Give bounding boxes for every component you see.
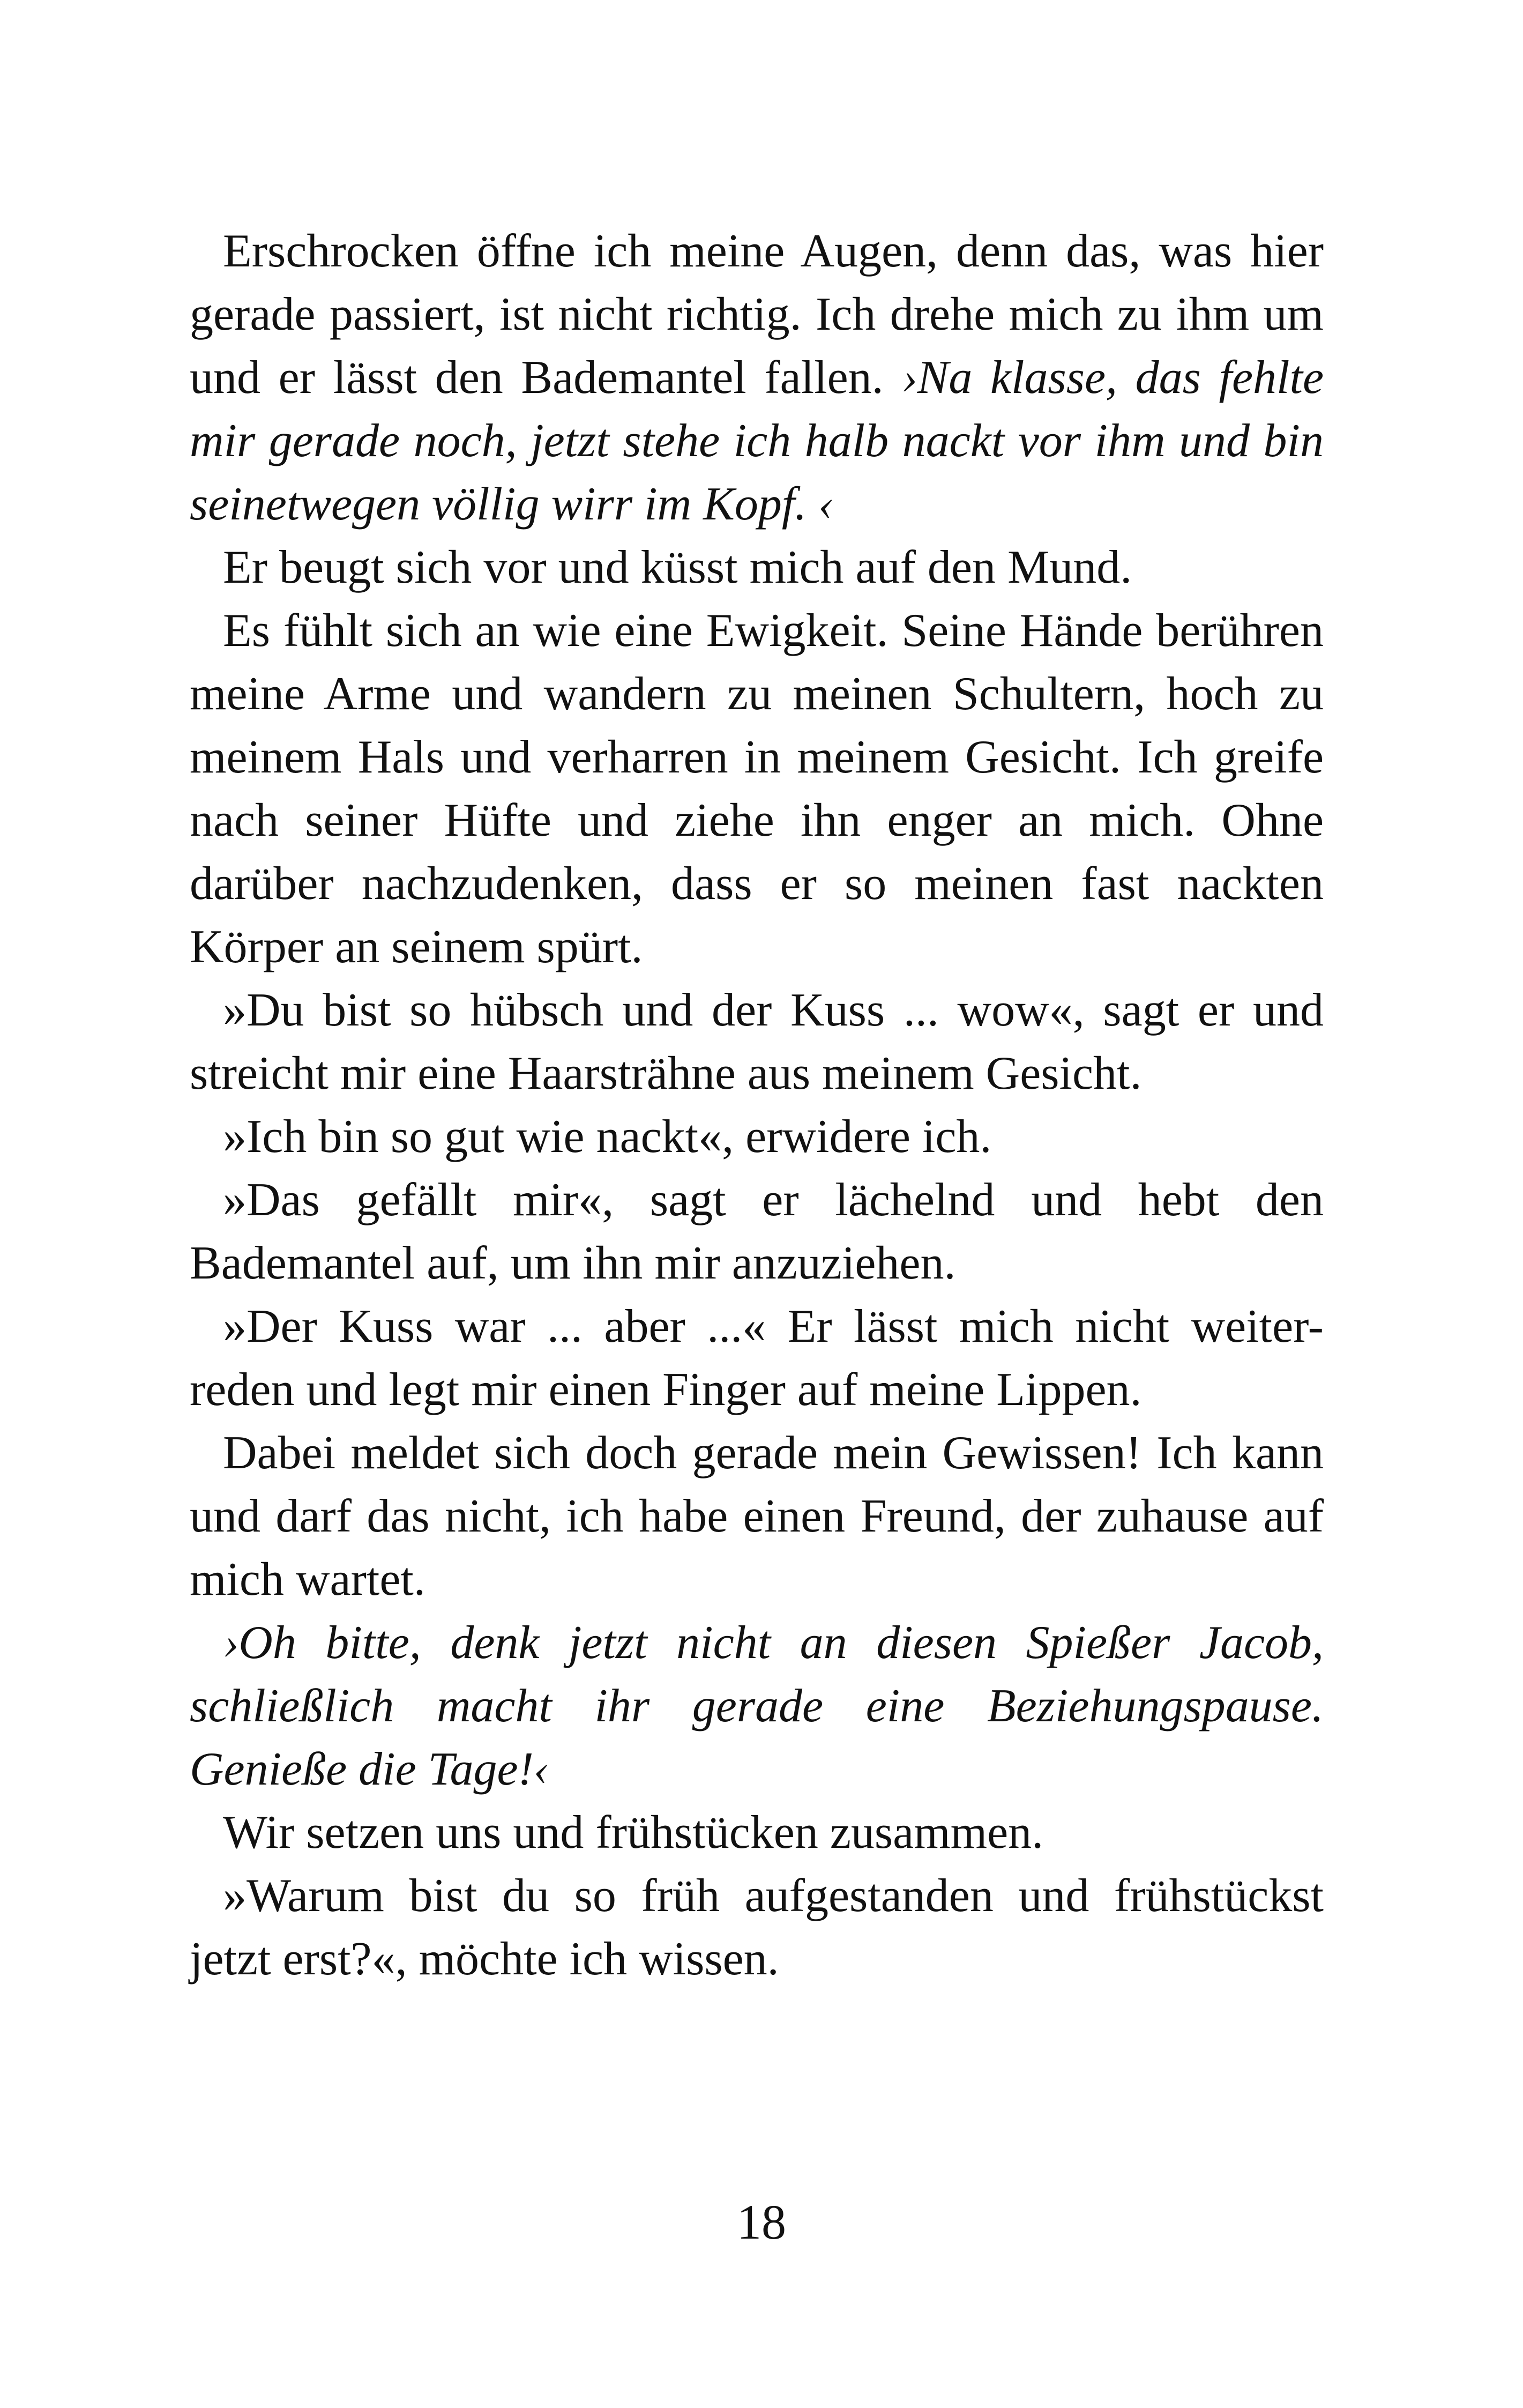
paragraph-6 [190, 1169, 1324, 1295]
paragraph-3-text: Es fühlt sich an wie eine Ewigkeit. Seine Hände berühren meine Arme und wandern zu meinen Schultern, hoch zu meinem Hals und verharren in meinem Gesicht. Ich greife nach seiner Hüfte und ziehe ihn enger an mich. Ohne darüber nachzudenken, dass er so meinen fast nackten Körper an seinem spürt. [190, 605, 1324, 973]
paragraph-9-thought: ›Oh bitte, denk jetzt nicht an diesen Spießer Jacob, schließlich macht ihr gerade eine Beziehungspause. Genieße die Tage!‹ [190, 1617, 1324, 1795]
page-number: 18 [737, 2195, 786, 2249]
paragraph-6-text: »Das gefällt mir«, sagt er lächelnd und hebt den Bademantel auf, um ihn mir anzuziehen. [190, 1174, 1324, 1289]
paragraph-11 [190, 1864, 1324, 1991]
paragraph-4-text: »Du bist so hübsch und der Kuss ... wow«, sagt er und streicht mir eine Haarsträhne aus meinem Gesicht. [190, 984, 1324, 1099]
body-text [190, 220, 1324, 1991]
paragraph-1-text: Erschrocken öffne ich meine Augen, denn das, was hier gerade passiert, ist nicht richtig. Ich drehe mich zu ihm um und er lässt den Bademantel fallen. [190, 225, 1324, 404]
paragraph-7-text: »Der Kuss war ... aber ...« Er lässt mich nicht weiter-reden und legt mir einen Finger auf meine Lippen. [190, 1300, 1324, 1416]
paragraph-8 [190, 1422, 1324, 1611]
paragraph-3 [190, 599, 1324, 979]
paragraph-11-text: »Warum bist du so früh aufgestanden und frühstückst jetzt erst?«, möchte ich wissen. [190, 1870, 1324, 1985]
paragraph-2-text: Er beugt sich vor und küsst mich auf den Mund. [223, 541, 1132, 593]
paragraph-4 [190, 979, 1324, 1105]
paragraph-5-text: »Ich bin so gut wie nackt«, erwidere ich. [223, 1111, 992, 1163]
paragraph-2 [190, 536, 1324, 599]
paragraph-7 [190, 1295, 1324, 1422]
paragraph-10-text: Wir setzen uns und frühstücken zusammen. [223, 1807, 1044, 1859]
paragraph-1-thought: ›Na klasse, das fehlte mir gerade noch, jetzt stehe ich halb nackt vor ihm und bin seinetwegen völlig wirr im Kopf. ‹ [190, 352, 1324, 530]
paragraph-9 [190, 1611, 1324, 1801]
paragraph-10 [190, 1801, 1324, 1864]
paragraph-1 [190, 220, 1324, 536]
paragraph-5 [190, 1105, 1324, 1169]
paragraph-8-text: Dabei meldet sich doch gerade mein Gewissen! Ich kann und darf das nicht, ich habe einen Freund, der zuhause auf mich wartet. [190, 1427, 1324, 1606]
